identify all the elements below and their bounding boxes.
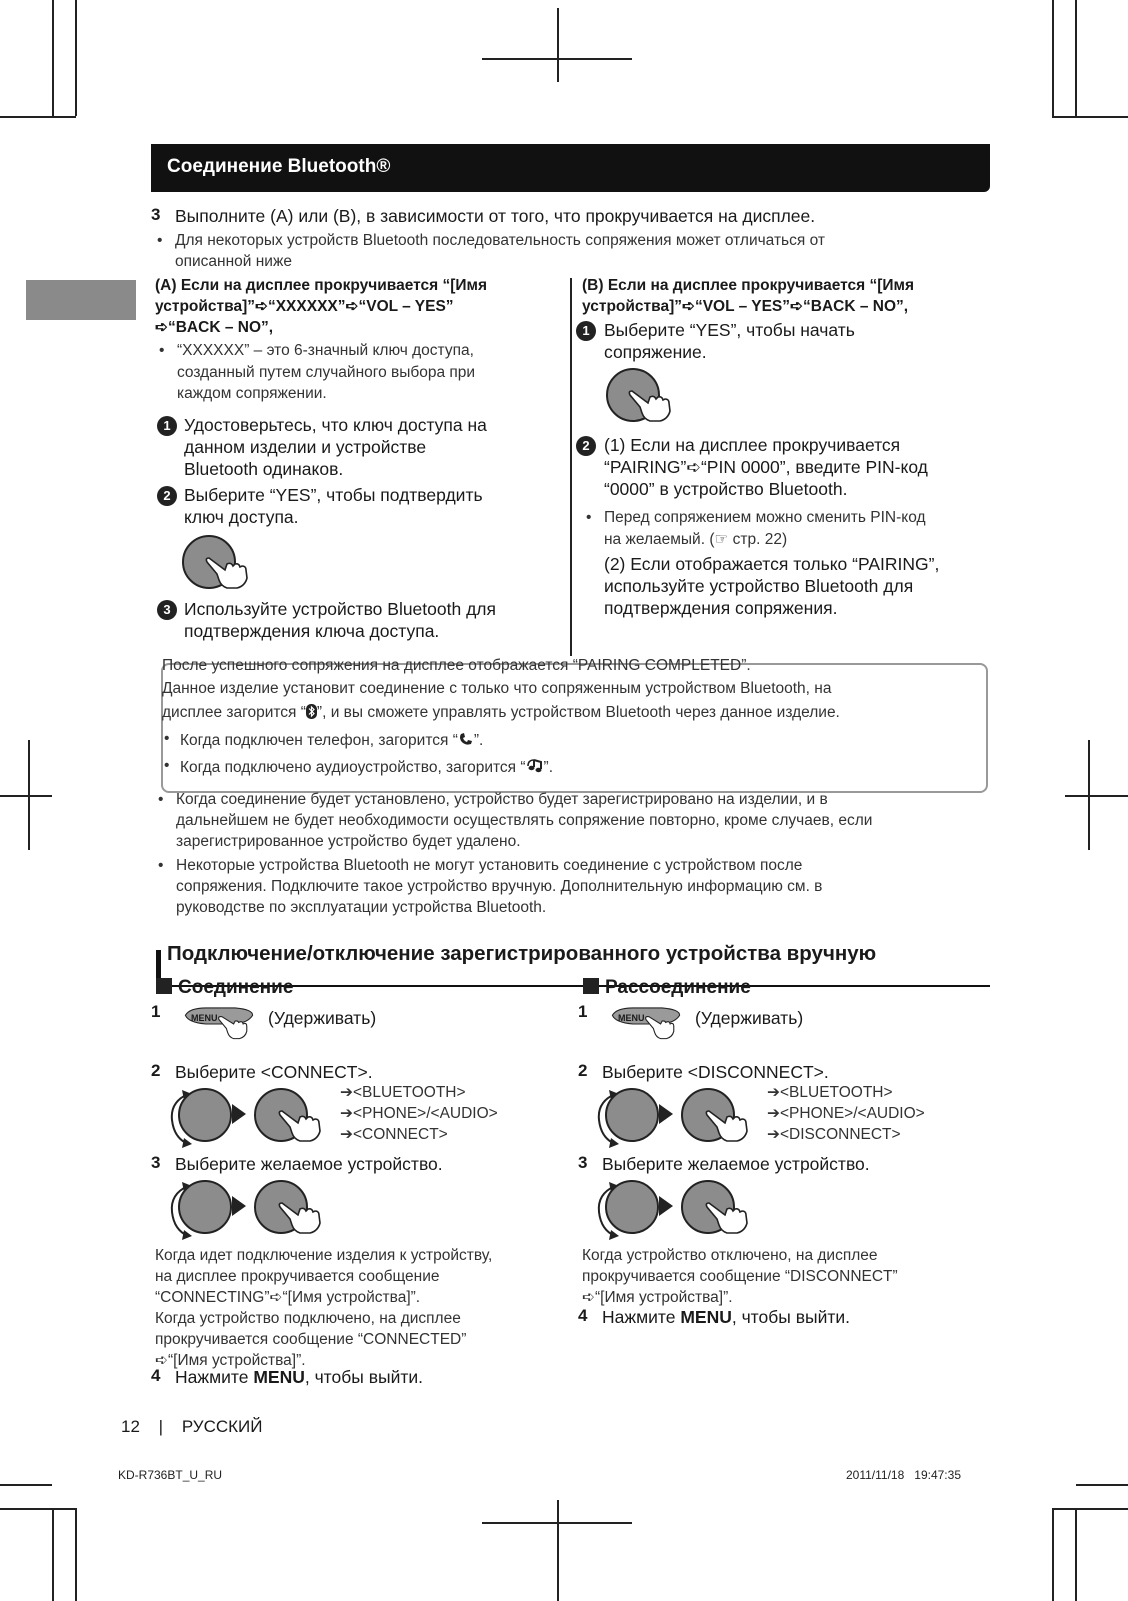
menu-path: ➔<BLUETOOTH>: [340, 1084, 466, 1101]
menu-path: ➔<PHONE>/<AUDIO>: [767, 1105, 925, 1122]
pointing-hand-icon: [278, 1105, 328, 1145]
crop-mark: [0, 116, 76, 118]
crop-mark: [1052, 116, 1128, 118]
crop-mark: [1052, 1508, 1128, 1510]
menu-path: ➔<BLUETOOTH>: [767, 1084, 893, 1101]
crop-mark: [0, 795, 52, 797]
side-tab: [26, 280, 136, 320]
crop-mark: [1065, 795, 1128, 797]
col-a-heading: устройства]”➪“XXXXXX”➪“VOL – YES”: [155, 298, 454, 315]
connect-message: ➪“[Имя устройства]”.: [155, 1352, 306, 1369]
knob-icon: [178, 1180, 232, 1234]
note-line: дальнейшем не будет необходимости осуществлять сопряжение повторно, кроме случаев, если: [176, 812, 873, 829]
subsection-title: Рассоединение: [605, 977, 751, 998]
connect-message: на дисплее прокручивается сообщение: [155, 1268, 440, 1285]
disconnect-message: Когда устройство отключено, на дисплее: [582, 1247, 878, 1264]
pointing-hand-icon: [705, 1197, 755, 1237]
subsection-title: Соединение: [178, 977, 294, 998]
step-number: 1: [578, 1002, 588, 1021]
arrow-right-icon: [232, 1104, 246, 1124]
note-line: сопряжения. Подключите такое устройство вручную. Дополнительную информацию см. в: [176, 878, 823, 895]
crop-mark: [1052, 1508, 1054, 1601]
col-b-step2: (1) Если на дисплее прокручивается: [604, 435, 901, 455]
col-a-note: каждом сопряжении.: [177, 385, 327, 402]
menu-path: ➔<PHONE>/<AUDIO>: [340, 1105, 498, 1122]
col-b-step2: “0000” в устройство Bluetooth.: [604, 479, 848, 499]
square-icon: [156, 978, 172, 994]
col-a-step1: Bluetooth одинаков.: [184, 459, 344, 479]
pointing-hand-icon: [705, 1105, 755, 1145]
step-number: 2: [151, 1061, 161, 1080]
step-text: Выберите <CONNECT>.: [175, 1062, 373, 1082]
bullet: •: [164, 730, 170, 747]
col-b-heading: (B) Если на дисплее прокручивается “[Имя: [582, 277, 915, 294]
step-number: 3: [578, 1153, 588, 1172]
col-a-note: созданный путем случайного выбора при: [177, 364, 476, 381]
menu-path: ➔<DISCONNECT>: [767, 1126, 901, 1143]
step-text: Выберите желаемое устройство.: [602, 1154, 870, 1174]
col-a-step1: Удостоверьтесь, что ключ доступа на: [184, 415, 487, 435]
step-text: Нажмите: [175, 1367, 254, 1387]
phone-icon: [458, 731, 474, 747]
crop-mark: [52, 0, 54, 116]
pointing-hand-icon: [205, 552, 255, 592]
connect-message: Когда идет подключение изделия к устройству,: [155, 1247, 493, 1264]
section-title: Подключение/отключение зарегистрированного устройства вручную: [167, 942, 877, 965]
arrow-right-icon: [659, 1104, 673, 1124]
col-a-step2: ключ доступа.: [184, 507, 299, 527]
crop-mark: [52, 1508, 54, 1601]
menu-label: MENU: [191, 1013, 218, 1023]
col-a-heading: ➪“BACK – NO”,: [155, 319, 274, 336]
crop-mark: [0, 1484, 52, 1486]
crop-mark: [1052, 0, 1054, 116]
disconnect-message: прокручивается сообщение “DISCONNECT”: [582, 1268, 898, 1285]
step-text: Нажмите: [602, 1307, 681, 1327]
note-line: • Некоторые устройства Bluetooth не могут установить соединение с устройством после: [176, 855, 802, 876]
section-title: Соединение Bluetooth®: [167, 156, 391, 177]
column-divider: [570, 278, 572, 656]
hold-label: (Удерживать): [695, 1008, 804, 1028]
knob-icon: [178, 1088, 232, 1142]
step-circle: 2: [157, 486, 177, 506]
footer-doc-id: KD-R736BT_U_RU: [118, 1468, 223, 1482]
note-line: • Для некоторых устройств Bluetooth последовательность сопряжения может отличаться от: [175, 230, 825, 251]
step-number: 2: [578, 1061, 588, 1080]
step-number: 3: [151, 205, 161, 224]
connect-message: прокручивается сообщение “CONNECTED”: [155, 1331, 467, 1348]
disconnect-message: ➪“[Имя устройства]”.: [582, 1289, 733, 1306]
menu-label: MENU: [618, 1013, 645, 1023]
col-b-step1: Выберите “YES”, чтобы начать: [604, 320, 855, 340]
step-text: Выполните (A) или (B), в зависимости от того, что прокручивается на дисплее.: [175, 206, 816, 226]
col-b-step2: “PAIRING”➪“PIN 0000”, введите PIN-код: [604, 457, 928, 477]
info-bullet: ”.: [473, 732, 484, 749]
menu-button-icon: [598, 1005, 694, 1043]
col-b-step2b: используйте устройство Bluetooth для: [604, 576, 914, 596]
menu-path: ➔<CONNECT>: [340, 1126, 448, 1143]
note-line: зарегистрированное устройство будет удалено.: [176, 833, 521, 850]
page-number: 12: [121, 1417, 140, 1436]
menu-key-label: MENU: [680, 1307, 732, 1327]
note-line: • Когда соединение будет установлено, устройство будет зарегистрировано на изделии, и в: [176, 789, 828, 810]
info-bullet: Когда подключен телефон, загорится “: [180, 732, 458, 749]
col-a-step3: Используйте устройство Bluetooth для: [184, 599, 496, 619]
crop-mark: [75, 1508, 77, 1601]
step-text: Выберите <DISCONNECT>.: [602, 1062, 829, 1082]
step-text: Выберите желаемое устройство.: [175, 1154, 443, 1174]
arrow-right-icon: [659, 1196, 673, 1216]
arrow-right-icon: [232, 1196, 246, 1216]
crop-mark: [557, 8, 559, 82]
info-bullet: ”.: [543, 759, 554, 776]
info-line: После успешного сопряжения на дисплее отображается “PAIRING COMPLETED”.: [162, 657, 751, 674]
knob-icon: [605, 1180, 659, 1234]
col-b-step2b: (2) Если отображается только “PAIRING”,: [604, 554, 940, 574]
step-circle: 3: [157, 600, 177, 620]
col-a-step3: подтверждения ключа доступа.: [184, 621, 440, 641]
info-line: дисплее загорится “: [162, 704, 306, 721]
col-a-step1: данном изделии и устройстве: [184, 437, 427, 457]
crop-mark: [482, 1522, 632, 1524]
step-number: 1: [151, 1002, 161, 1021]
step-circle: 1: [576, 321, 596, 341]
crop-mark: [1076, 1484, 1128, 1486]
crop-mark: [0, 1508, 76, 1510]
note-line: руководстве по эксплуатации устройства Bluetooth.: [176, 899, 547, 916]
crop-mark: [1075, 1508, 1077, 1601]
note-line: описанной ниже: [175, 253, 292, 270]
section-header: [151, 144, 990, 192]
step-text: , чтобы выйти.: [731, 1307, 851, 1327]
page-language: РУССКИЙ: [181, 1417, 263, 1436]
pointing-hand-icon: [628, 385, 678, 425]
square-icon: [583, 978, 599, 994]
step-number: 3: [151, 1153, 161, 1172]
col-a-note: • “XXXXXX” – это 6-значный ключ доступа,: [177, 340, 474, 361]
col-b-step2b: подтверждения сопряжения.: [604, 598, 838, 618]
crop-mark: [482, 58, 632, 60]
col-b-heading: устройства]”➪“VOL – YES”➪“BACK – NO”,: [582, 298, 909, 315]
connect-message: Когда устройство подключено, на дисплее: [155, 1310, 461, 1327]
info-bullet: Когда подключено аудиоустройство, загорится “: [180, 759, 526, 776]
col-b-note: • Перед сопряжением можно сменить PIN-код: [604, 507, 926, 528]
bullet: •: [164, 757, 170, 774]
footer-timestamp: 2011/11/18 19:47:35: [846, 1468, 961, 1482]
col-a-heading: (A) Если на дисплее прокручивается “[Имя: [155, 277, 488, 294]
col-a-step2: Выберите “YES”, чтобы подтвердить: [184, 485, 483, 505]
crop-mark: [1075, 0, 1077, 116]
music-note-icon: [526, 758, 544, 774]
step-circle: 2: [576, 436, 596, 456]
crop-mark: [75, 0, 77, 116]
step-text: , чтобы выйти.: [304, 1367, 424, 1387]
step-circle: 1: [157, 416, 177, 436]
info-line: ”, и вы сможете управлять устройством Bluetooth через данное изделие.: [316, 704, 840, 721]
connect-message: “CONNECTING”➪“[Имя устройства]”.: [155, 1289, 421, 1306]
hold-label: (Удерживать): [268, 1008, 377, 1028]
step-number: 4: [578, 1306, 588, 1325]
menu-button-icon: [171, 1005, 267, 1043]
page-separator: |: [158, 1417, 164, 1436]
crop-mark: [557, 1500, 559, 1601]
knob-icon: [605, 1088, 659, 1142]
bluetooth-icon: [306, 704, 317, 719]
info-line: Данное изделие установит соединение с только что сопряженным устройством Bluetooth, на: [162, 680, 832, 697]
step-number: 4: [151, 1366, 161, 1385]
menu-key-label: MENU: [253, 1367, 305, 1387]
col-b-note: на желаемый. (☞ стр. 22): [604, 531, 788, 548]
pointing-hand-icon: [278, 1197, 328, 1237]
col-b-step1: сопряжение.: [604, 342, 707, 362]
